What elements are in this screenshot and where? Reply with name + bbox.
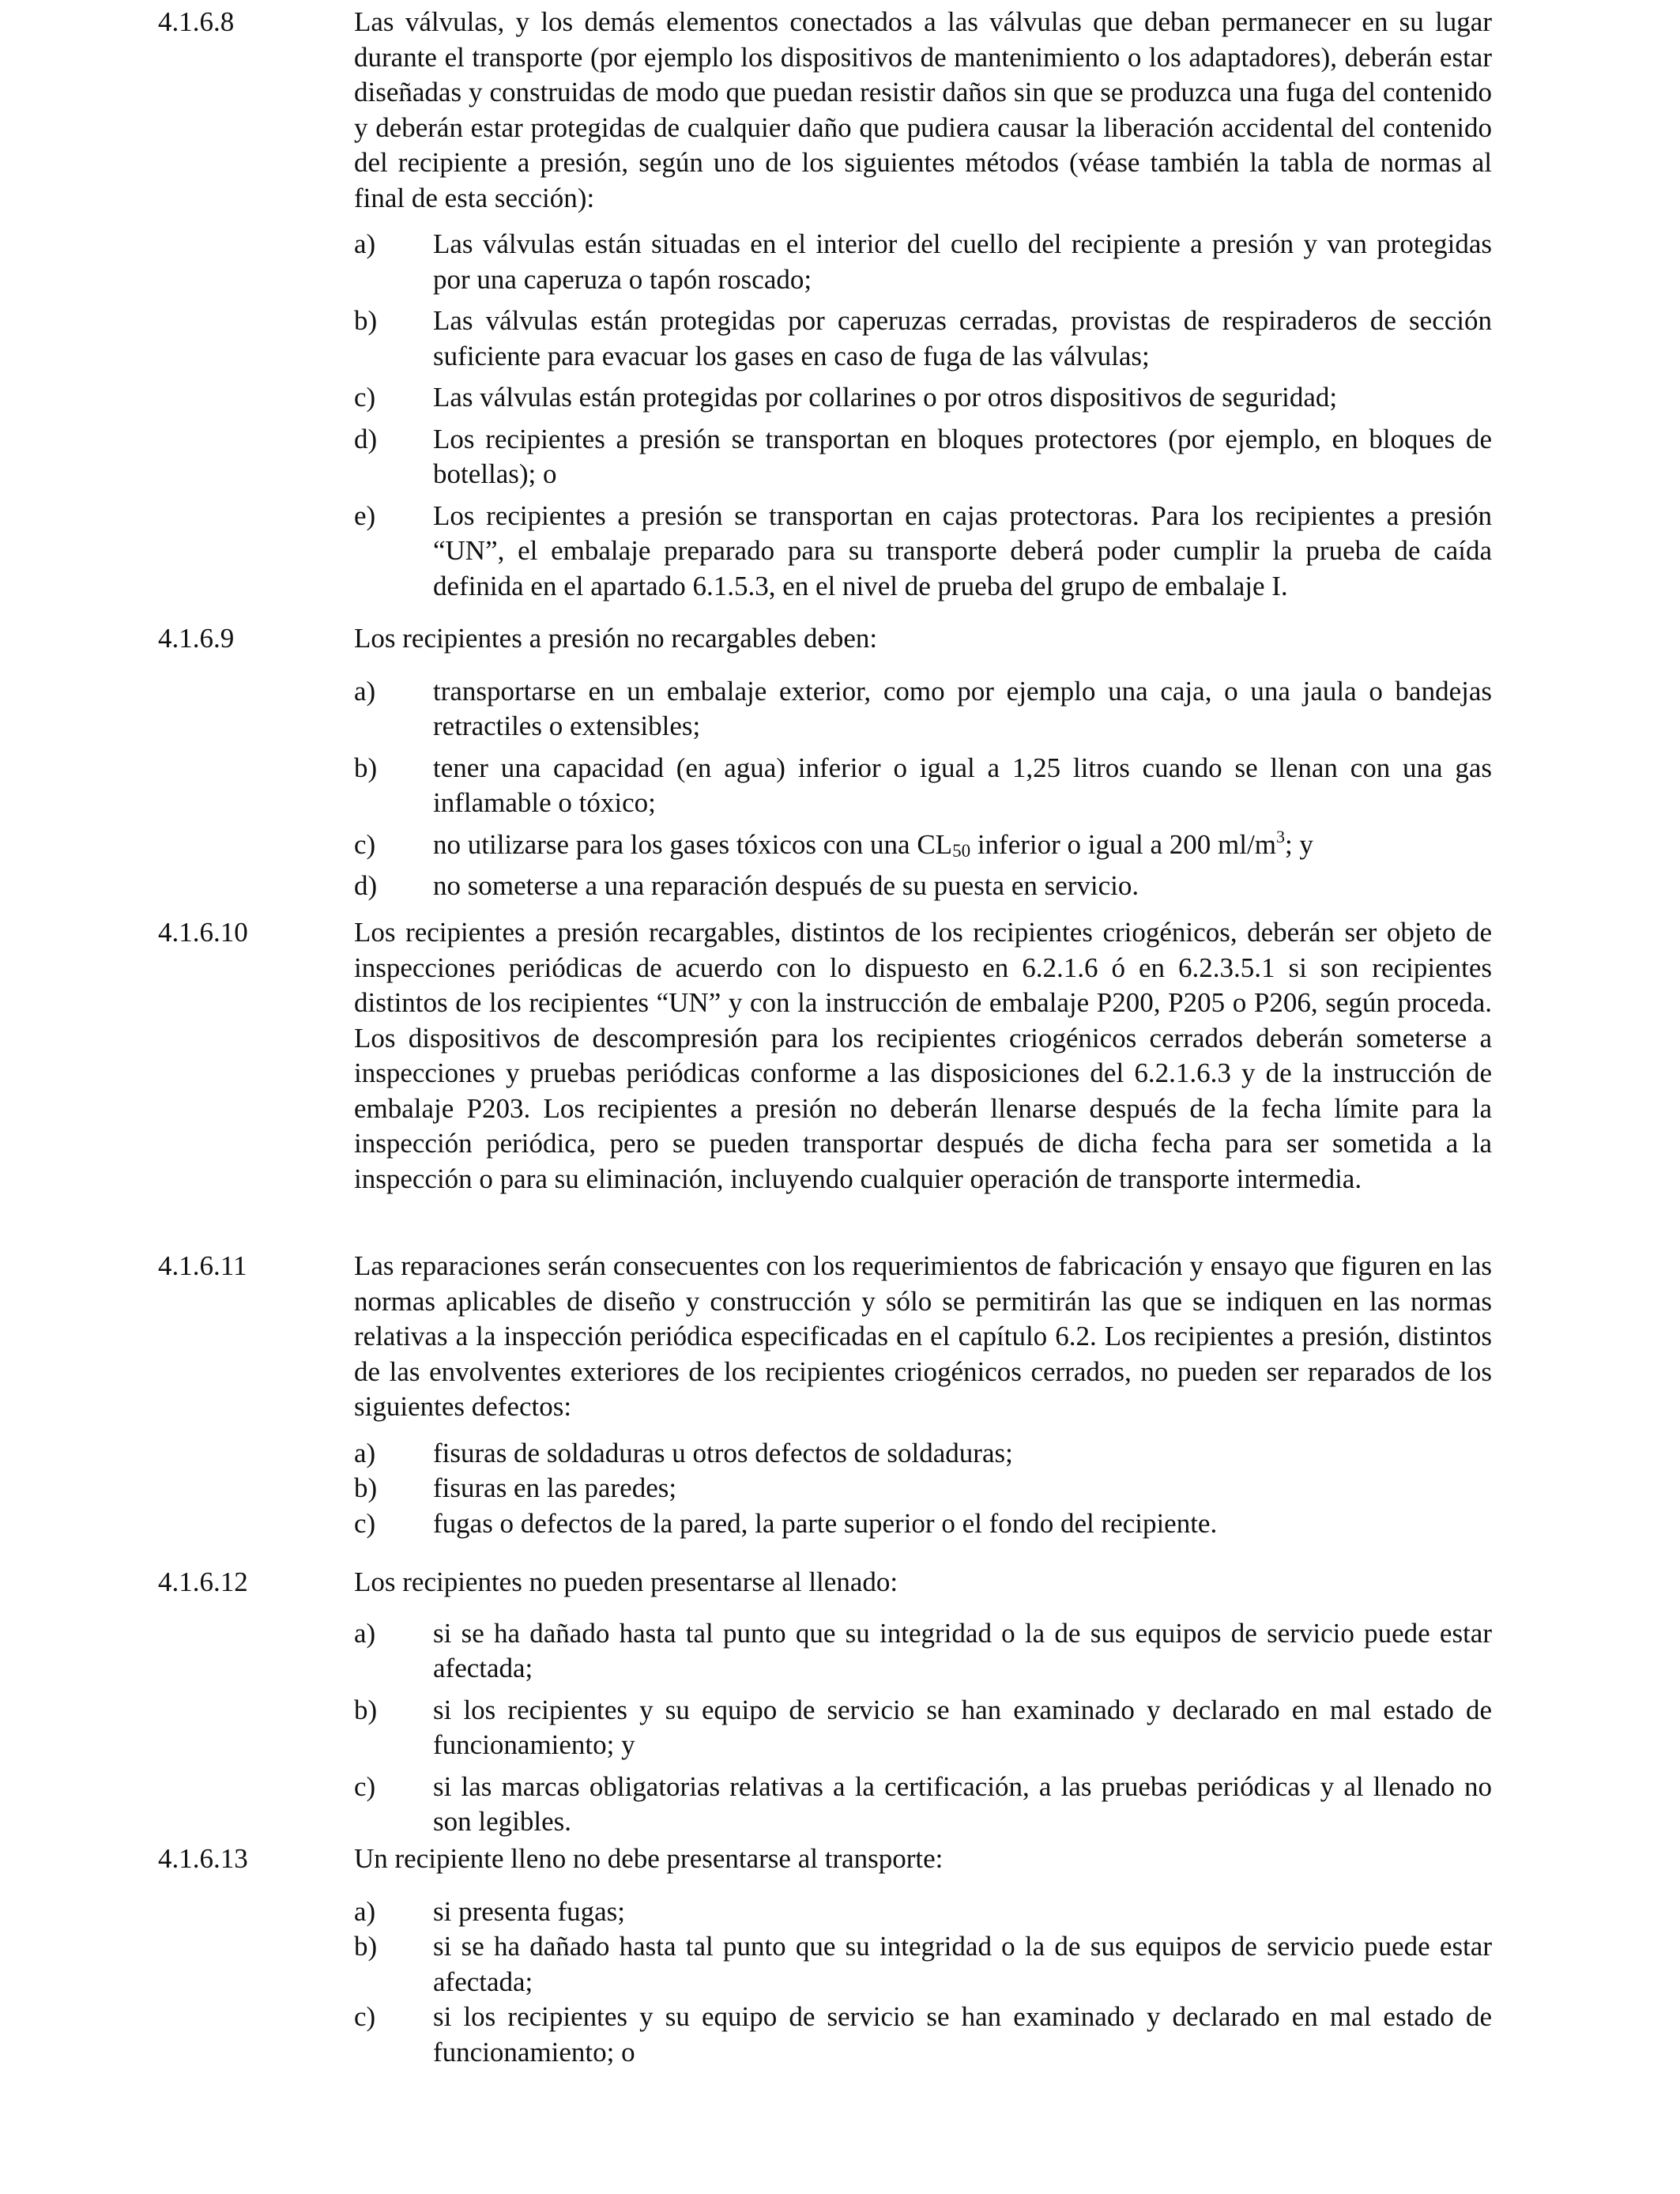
list-item-letter: b) bbox=[354, 752, 378, 783]
list-item bbox=[354, 303, 1492, 374]
list-item bbox=[354, 422, 1492, 492]
text-part: inferior o igual a 200 ml/m bbox=[970, 828, 1276, 860]
list-item-letter: c) bbox=[354, 1770, 376, 1802]
list-item-letter: c) bbox=[354, 382, 376, 413]
list-item-text: no someterse a una reparación después de su puesta en servicio. bbox=[433, 870, 1139, 901]
section-list bbox=[354, 1436, 1492, 1542]
list-item-text: si los recipientes y su equipo de servicio se han examinado y declarado en mal estado de funcionamiento; y bbox=[433, 1694, 1492, 1760]
list-item-letter: a) bbox=[354, 1437, 376, 1468]
text-part: no utilizarse para los gases tóxicos con una CL bbox=[433, 828, 953, 860]
list-item-text: fisuras de soldaduras u otros defectos de soldaduras; bbox=[433, 1437, 1013, 1468]
list-item-letter: a) bbox=[354, 675, 376, 707]
section-paragraph: Las reparaciones serán consecuentes con los requerimientos de fabricación y ensayo que figuren en las normas aplicables de diseño y construcción y sólo se permitirán las que se indiquen en las normas relativas a la inspección periódica especificadas en el capítulo 6.2. Los recipientes a presión, distintos de las envolventes exteriores de los recipientes criogénicos cerrados, no pueden ser reparados de los siguientes defectos: bbox=[354, 1250, 1492, 1422]
list-item-text: si las marcas obligatorias relativas a la certificación, a las pruebas periódicas y al llenado no son legibles. bbox=[433, 1770, 1492, 1837]
list-item bbox=[354, 1436, 1492, 1472]
list-item bbox=[354, 1693, 1492, 1763]
section-body bbox=[354, 1565, 1492, 1846]
superscript: 3 bbox=[1275, 826, 1285, 846]
list-item-text bbox=[433, 826, 1313, 861]
list-item-letter: a) bbox=[354, 228, 376, 259]
list-item bbox=[354, 2000, 1492, 2070]
list-item bbox=[354, 1616, 1492, 1687]
list-item-letter: b) bbox=[354, 1694, 378, 1725]
list-item-letter: d) bbox=[354, 423, 378, 454]
subscript: 50 bbox=[952, 840, 971, 861]
list-item bbox=[354, 227, 1492, 297]
section-number: 4.1.6.11 bbox=[158, 1250, 247, 1281]
section-list bbox=[354, 1616, 1492, 1840]
list-item-letter: d) bbox=[354, 870, 378, 901]
list-item bbox=[354, 751, 1492, 821]
list-item-letter: a) bbox=[354, 1617, 376, 1649]
list-item bbox=[354, 1929, 1492, 2000]
list-item-text: si presenta fugas; bbox=[433, 1895, 625, 1927]
section-list bbox=[354, 1894, 1492, 2071]
list-item-letter: b) bbox=[354, 1931, 378, 1962]
section-body bbox=[354, 621, 1492, 910]
section-number: 4.1.6.9 bbox=[158, 623, 235, 654]
list-item bbox=[354, 499, 1492, 605]
section-number: 4.1.6.13 bbox=[158, 1843, 248, 1874]
section-body bbox=[354, 915, 1492, 1197]
section-list bbox=[354, 227, 1492, 604]
list-item-text: si se ha dañado hasta tal punto que su integridad o la de sus equipos de servicio puede estar afectada; bbox=[433, 1617, 1492, 1683]
section-paragraph: Los recipientes a presión recargables, distintos de los recipientes criogénicos, deberán ser objeto de inspecciones periódicas de acuerdo con lo dispuesto en 6.2.1.6 ó en 6.2.3.5.1 si son recipientes distintos de los recipientes “UN” y con la instrucción de embalaje P200, P205 o P206, según proceda. Los dispositivos de descompresión para los recipientes criogénicos cerrados deberán someterse a inspecciones y pruebas periódicas conforme a las disposiciones del 6.2.1.6.3 y de la instrucción de embalaje P203. Los recipientes a presión no deberán llenarse después de la fecha límite para la inspección periódica, pero se pueden transportar después de dicha fecha para ser sometida a la inspección o para su eliminación, incluyendo cualquier operación de transporte intermedia. bbox=[354, 917, 1492, 1194]
list-item-letter: e) bbox=[354, 499, 376, 531]
section-paragraph: Los recipientes a presión no recargables deben: bbox=[354, 623, 878, 654]
section-body bbox=[354, 1842, 1492, 2070]
section-paragraph: Las válvulas, y los demás elementos conectados a las válvulas que deban permanecer en su lugar durante el transporte (por ejemplo los dispositivos de mantenimiento o los adaptadores), deberán estar diseñadas y construidas de modo que puedan resistir daños sin que se produzca una fuga del contenido y deberán estar protegidas de cualquier daño que pudiera causar la liberación accidental del contenido del recipiente a presión, según uno de los siguientes métodos (véase también la tabla de normas al final de esta sección): bbox=[354, 6, 1492, 213]
section-list bbox=[354, 674, 1492, 904]
list-item-text: Las válvulas están protegidas por caperuzas cerradas, provistas de respiraderos de sección suficiente para evacuar los gases en caso de fuga de las válvulas; bbox=[433, 305, 1492, 371]
section-paragraph: Un recipiente lleno no debe presentarse al transporte: bbox=[354, 1843, 944, 1874]
list-item-text: tener una capacidad (en agua) inferior o igual a 1,25 litros cuando se llenan con una gas inflamable o tóxico; bbox=[433, 752, 1492, 818]
list-item bbox=[354, 1770, 1492, 1840]
list-item-text: transportarse en un embalaje exterior, como por ejemplo una caja, o una jaula o bandejas retractiles o extensibles; bbox=[433, 675, 1492, 741]
list-item-text: fugas o defectos de la pared, la parte superior o el fondo del recipiente. bbox=[433, 1507, 1218, 1539]
list-item-text: Las válvulas están situadas en el interior del cuello del recipiente a presión y van protegidas por una caperuza o tapón roscado; bbox=[433, 228, 1492, 295]
list-item-letter: b) bbox=[354, 305, 378, 336]
section-body bbox=[354, 1249, 1492, 1541]
section-paragraph: Los recipientes no pueden presentarse al llenado: bbox=[354, 1566, 898, 1597]
list-item bbox=[354, 380, 1492, 416]
section-number: 4.1.6.8 bbox=[158, 6, 235, 37]
section-body bbox=[354, 5, 1492, 610]
list-item-text: si los recipientes y su equipo de servicio se han examinado y declarado en mal estado de funcionamiento; o bbox=[433, 2001, 1492, 2068]
list-item bbox=[354, 827, 1492, 863]
list-item bbox=[354, 1894, 1492, 1930]
text-part: ; y bbox=[1284, 828, 1313, 860]
list-item-letter: b) bbox=[354, 1472, 378, 1503]
list-item bbox=[354, 1471, 1492, 1506]
list-item bbox=[354, 1506, 1492, 1542]
section-number: 4.1.6.12 bbox=[158, 1566, 248, 1597]
list-item-text: Los recipientes a presión se transportan en bloques protectores (por ejemplo, en bloques de botellas); o bbox=[433, 423, 1492, 489]
section-number: 4.1.6.10 bbox=[158, 917, 248, 948]
list-item-text: fisuras en las paredes; bbox=[433, 1472, 677, 1503]
list-item-letter: a) bbox=[354, 1895, 376, 1927]
list-item-text: Los recipientes a presión se transportan en cajas protectoras. Para los recipientes a presión “UN”, el embalaje preparado para su transporte deberá poder cumplir la prueba de caída definida en el apartado 6.1.5.3, en el nivel de prueba del grupo de embalaje I. bbox=[433, 499, 1492, 601]
list-item-letter: c) bbox=[354, 2001, 376, 2032]
list-item bbox=[354, 674, 1492, 745]
list-item-letter: c) bbox=[354, 828, 376, 860]
list-item-text: si se ha dañado hasta tal punto que su integridad o la de sus equipos de servicio puede estar afectada; bbox=[433, 1931, 1492, 1997]
list-item-text: Las válvulas están protegidas por collarines o por otros dispositivos de seguridad; bbox=[433, 382, 1338, 413]
list-item-letter: c) bbox=[354, 1507, 376, 1539]
list-item bbox=[354, 869, 1492, 904]
